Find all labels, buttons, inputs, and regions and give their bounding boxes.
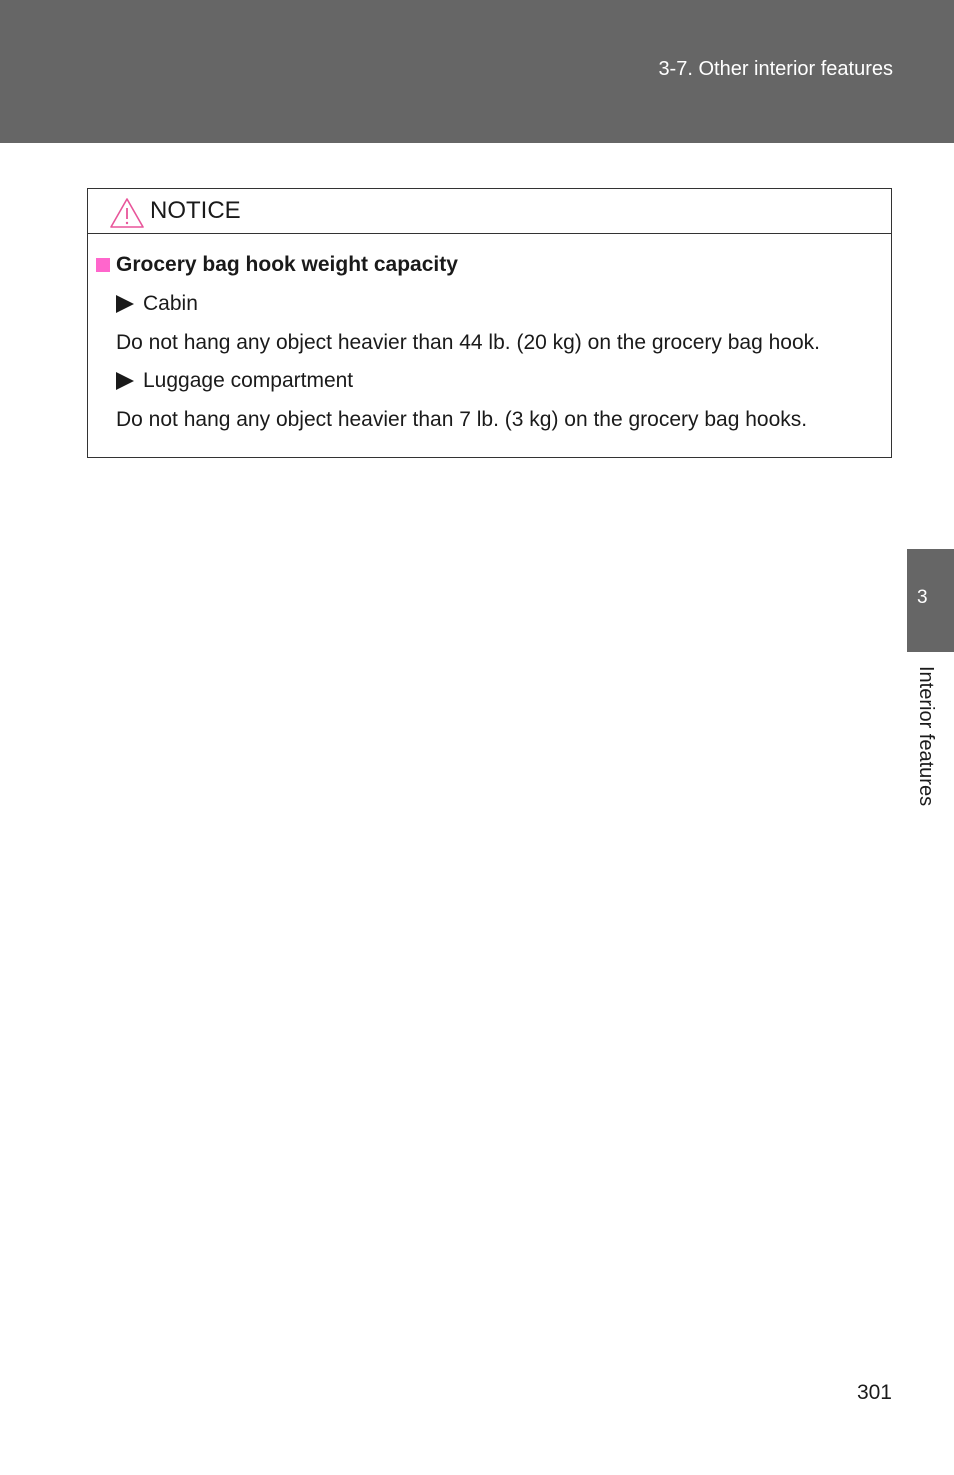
chapter-tab <box>907 549 954 652</box>
section-title: 3-7. Other interior features <box>658 58 893 80</box>
notice-title: NOTICE <box>150 197 241 224</box>
section-heading <box>96 253 458 277</box>
triangle-bullet-icon <box>116 295 134 313</box>
notice-header <box>88 189 891 234</box>
header-band <box>0 0 954 143</box>
page-number: 301 <box>856 1381 892 1404</box>
triangle-bullet-icon <box>116 372 134 390</box>
chapter-label: Interior features <box>915 666 937 807</box>
sub-item-label: Cabin <box>143 292 198 315</box>
section-heading-text: Grocery bag hook weight capacity <box>116 253 458 276</box>
pink-square-bullet-icon <box>96 258 110 272</box>
sub-item-luggage <box>116 369 353 393</box>
sub-item-label: Luggage compartment <box>143 369 354 392</box>
paragraph: Do not hang any object heavier than 7 lb. (3 kg) on the grocery bag hooks. <box>116 408 808 431</box>
notice-box <box>87 188 892 458</box>
warning-triangle-icon <box>109 197 145 229</box>
chapter-number: 3 <box>917 587 928 608</box>
paragraph: Do not hang any object heavier than 44 lb. (20 kg) on the grocery bag hook. <box>116 331 820 354</box>
sub-item-cabin <box>116 292 198 316</box>
